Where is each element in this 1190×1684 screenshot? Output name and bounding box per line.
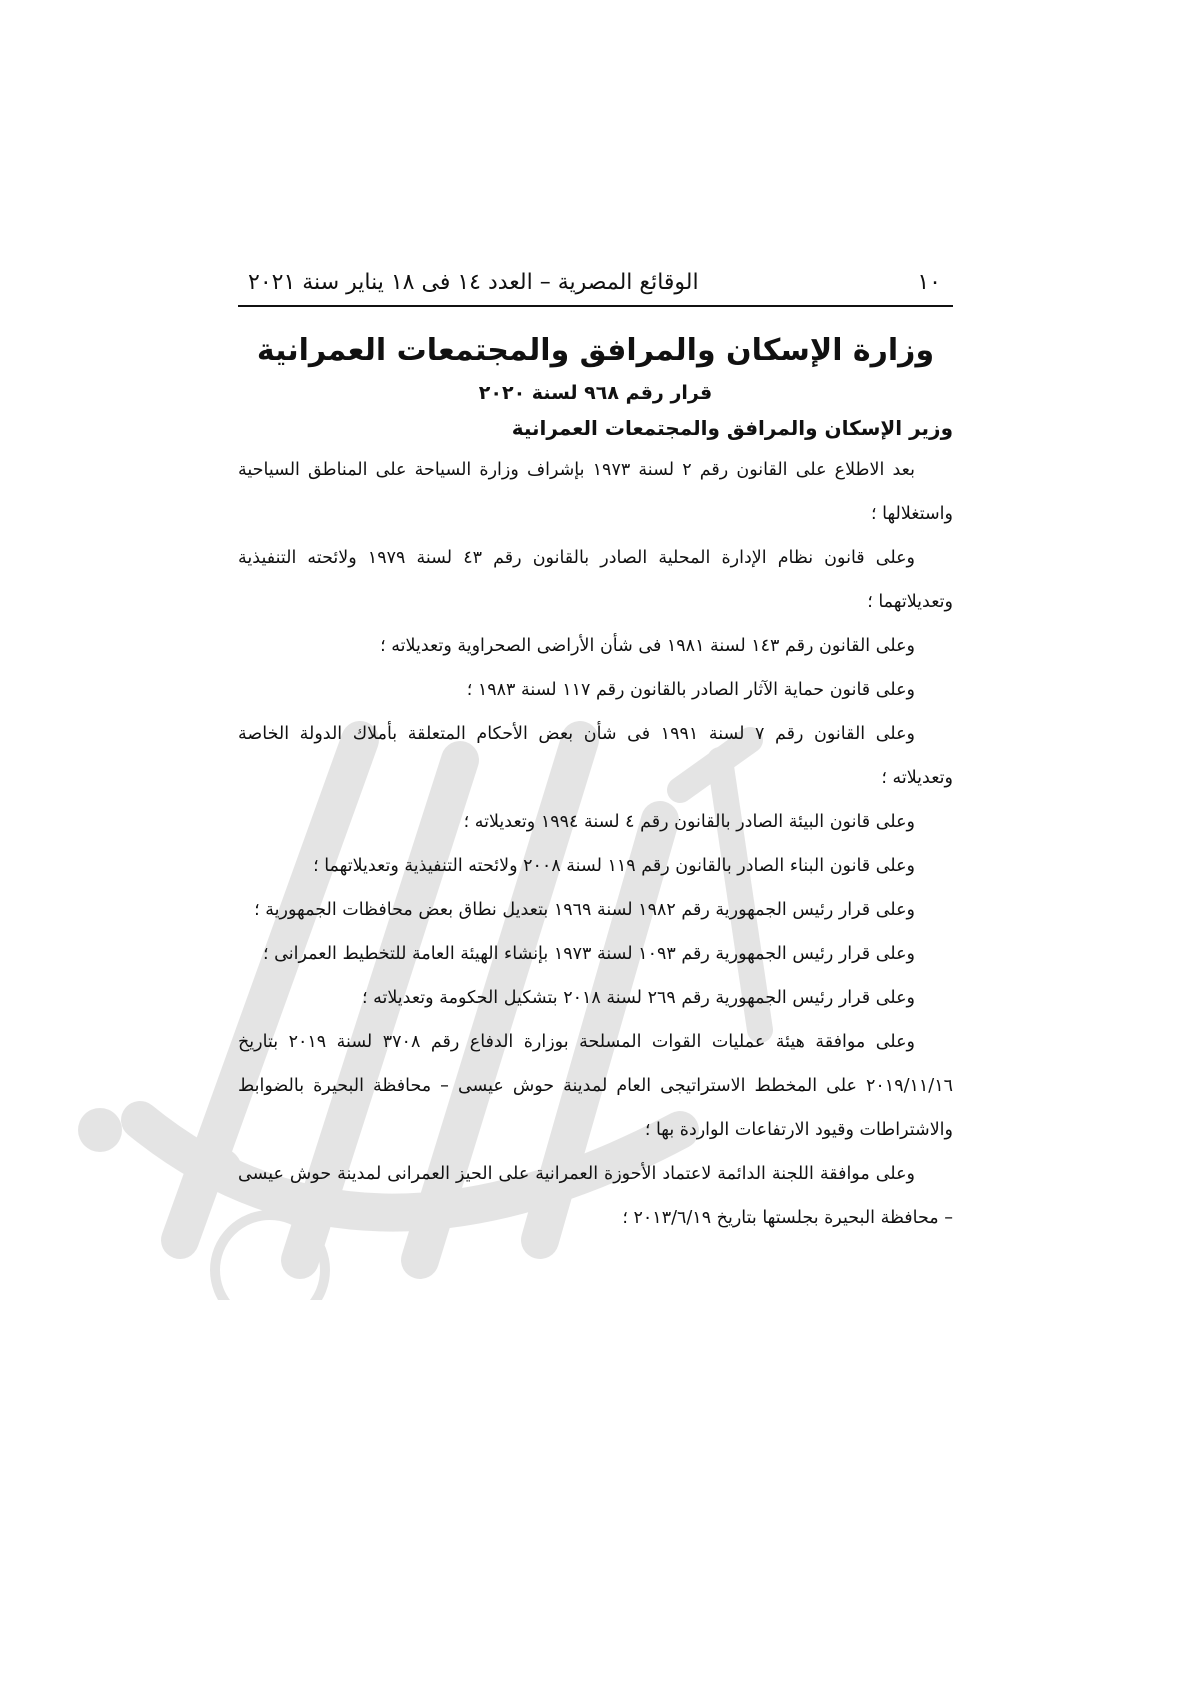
decree-number: قرار رقم ٩٦٨ لسنة ٢٠٢٠ (478, 382, 713, 404)
issue-line: الوقائع المصرية – العدد ١٤ فى ١٨ يناير سنة ٢٠٢١ (248, 270, 699, 295)
preamble-clause: وعلى القانون رقم ٧ لسنة ١٩٩١ فى شأن بعض الأحكام المتعلقة بأملاك الدولة الخاصة وتعديلاته ؛ (238, 724, 953, 788)
preamble-clause: وعلى موافقة اللجنة الدائمة لاعتماد الأحوزة العمرانية على الحيز العمرانى لمدينة حوش عيسى – محافظة البحيرة بجلستها بتاريخ ٢٠١٣/٦/١٩ ؛ (238, 1164, 953, 1228)
preamble-clause: وعلى القانون رقم ١٤٣ لسنة ١٩٨١ فى شأن الأراضى الصحراوية وتعديلاته ؛ (380, 636, 915, 656)
preamble-clause: وعلى موافقة هيئة عمليات القوات المسلحة بوزارة الدفاع رقم ٣٧٠٨ لسنة ٢٠١٩ بتاريخ ٢٠١٩/١١/١٦ على المخطط الاستراتيجى العام لمدينة حوش عيسى – محافظة البحيرة بالضوابط والاشتراطات وقيود الارتفاعات الواردة بها ؛ (238, 1032, 953, 1140)
preamble-clause: وعلى قرار رئيس الجمهورية رقم ٢٦٩ لسنة ٢٠١٨ بتشكيل الحكومة وتعديلاته ؛ (361, 988, 915, 1008)
preamble-clause: وعلى قانون البناء الصادر بالقانون رقم ١١٩ لسنة ٢٠٠٨ ولائحته التنفيذية وتعديلاتهما ؛ (313, 856, 915, 876)
running-header (238, 270, 953, 307)
minister-heading: وزير الإسكان والمرافق والمجتمعات العمرانية (511, 416, 953, 440)
preamble-clause: وعلى قرار رئيس الجمهورية رقم ١٩٨٢ لسنة ١٩٦٩ بتعديل نطاق بعض محافظات الجمهورية ؛ (254, 900, 915, 920)
preamble-clause: وعلى قانون البيئة الصادر بالقانون رقم ٤ لسنة ١٩٩٤ وتعديلاته ؛ (463, 812, 915, 832)
ministry-title: وزارة الإسكان والمرافق والمجتمعات العمرانية (256, 333, 935, 368)
preamble-clause: وعلى قانون نظام الإدارة المحلية الصادر بالقانون رقم ٤٣ لسنة ١٩٧٩ ولائحته التنفيذية وتعديلاتهما ؛ (238, 548, 953, 612)
preamble-clause: بعد الاطلاع على القانون رقم ٢ لسنة ١٩٧٣ بإشراف وزارة السياحة على المناطق السياحية واستغلالها ؛ (238, 460, 953, 524)
page-number: ١٠ (917, 270, 941, 295)
preamble-clause: وعلى قانون حماية الآثار الصادر بالقانون رقم ١١٧ لسنة ١٩٨٣ ؛ (466, 680, 915, 700)
gazette-page (238, 270, 953, 1240)
preamble-clause: وعلى قرار رئيس الجمهورية رقم ١٠٩٣ لسنة ١٩٧٣ بإنشاء الهيئة العامة للتخطيط العمرانى ؛ (263, 944, 915, 964)
preamble-clauses (238, 448, 953, 1240)
